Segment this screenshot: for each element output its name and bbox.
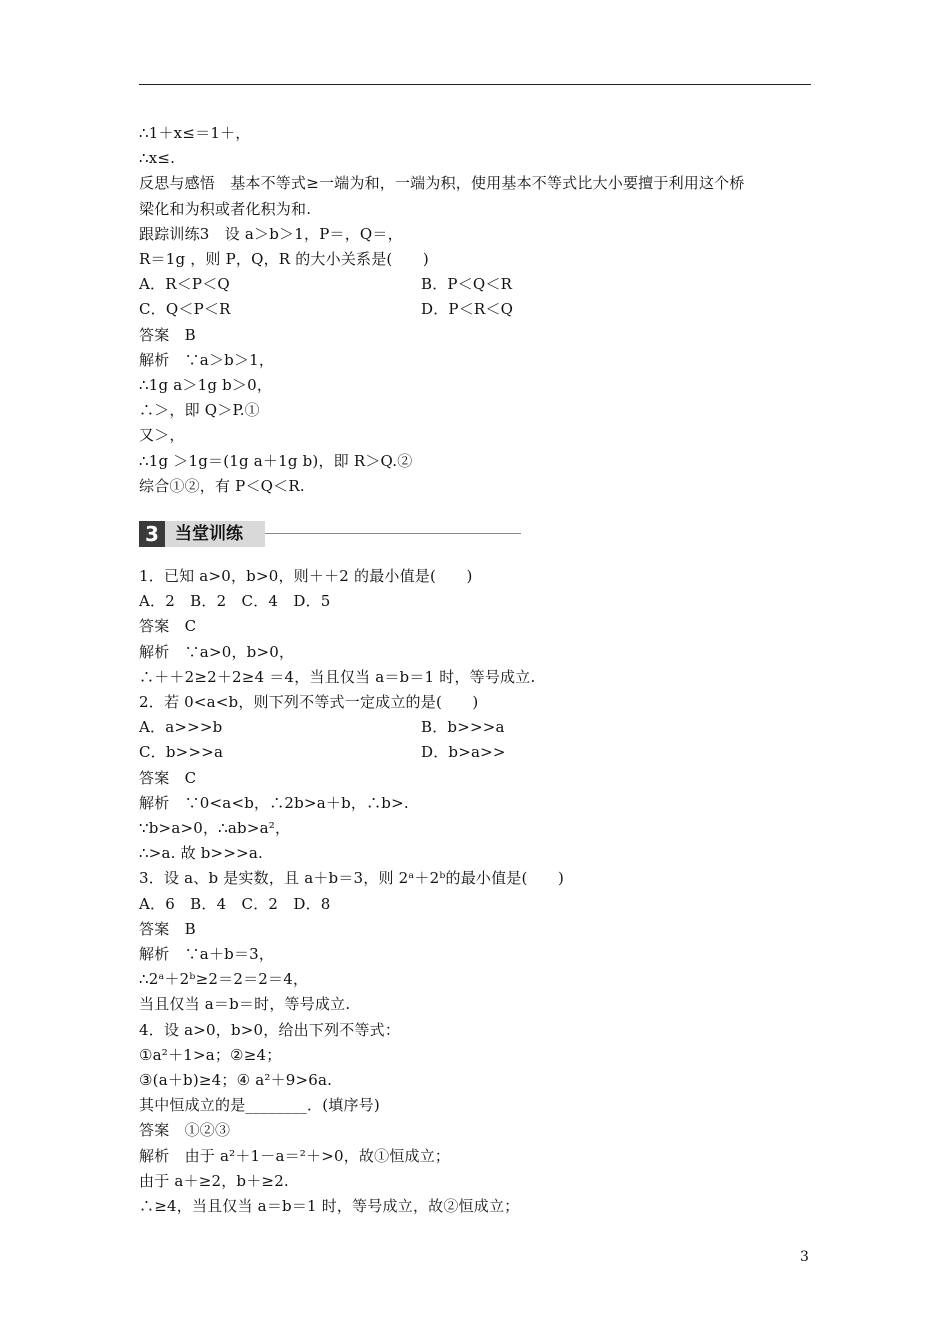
line-text: 解析 由于 a²＋1－a＝²＋>0，故①恒成立； bbox=[139, 1146, 451, 1165]
line-text: 梁化和为积或者化积为和. bbox=[139, 199, 312, 218]
section-rule bbox=[265, 533, 521, 534]
line-text: 答案 C bbox=[139, 768, 197, 787]
line-text: 由于 a＋≥2，b＋≥2. bbox=[139, 1171, 289, 1190]
line-text: C．Q＜P＜R bbox=[139, 300, 231, 319]
line-text: C．b>>>a bbox=[139, 743, 224, 762]
text-line bbox=[139, 717, 811, 737]
line-text: ①a²＋1>a；②≥4； bbox=[139, 1045, 282, 1064]
line-text: 综合①②，有 P＜Q＜R. bbox=[139, 476, 305, 495]
line-text: R＝1g ，则 P，Q，R 的大小关系是( ) bbox=[139, 250, 429, 268]
text-line bbox=[139, 299, 811, 319]
section-heading bbox=[139, 521, 521, 547]
section-title: 当堂训练 bbox=[175, 524, 243, 544]
text-line bbox=[139, 400, 811, 420]
text-line bbox=[139, 451, 811, 471]
text-line bbox=[139, 566, 811, 586]
line-text: ③(a＋b)≥4；④ a²＋9>6a. bbox=[139, 1071, 333, 1089]
line-text: 其中恒成立的是________．(填序号) bbox=[139, 1096, 380, 1115]
line-text: 解析 ∵0<a<b，∴2b>a＋b，∴b>. bbox=[139, 793, 409, 812]
line-text: A．R＜P＜Q bbox=[139, 275, 230, 294]
line-text: 4．设 a>0，b>0，给出下列不等式： bbox=[139, 1020, 401, 1039]
text-line bbox=[139, 768, 811, 788]
text-line bbox=[139, 476, 811, 496]
text-line bbox=[139, 692, 811, 712]
text-line bbox=[139, 199, 811, 219]
line-text: 答案 C bbox=[139, 617, 197, 636]
line-text: ∴1＋x≤＝1＋， bbox=[139, 124, 251, 142]
line-text-option-right: D．b>a>> bbox=[421, 743, 506, 762]
line-text: 当且仅当 a＝b＝时，等号成立. bbox=[139, 995, 351, 1014]
text-line bbox=[139, 742, 811, 762]
text-line bbox=[139, 1196, 811, 1216]
text-line bbox=[139, 616, 811, 636]
text-line bbox=[139, 919, 811, 939]
line-text: 解析 ∵a＋b＝3， bbox=[139, 945, 275, 963]
text-line bbox=[139, 224, 811, 244]
line-text: 跟踪训练3 设 a＞b＞1，P＝，Q＝， bbox=[139, 224, 403, 243]
line-text: ∴2ᵃ＋2ᵇ≥2＝2＝2＝4， bbox=[139, 970, 309, 989]
text-line bbox=[139, 123, 811, 143]
line-text: 答案 B bbox=[139, 919, 196, 938]
line-text: 解析 ∵a>0，b>0， bbox=[139, 642, 295, 661]
text-line bbox=[139, 350, 811, 370]
section-number-badge: 3 bbox=[139, 521, 165, 547]
text-line bbox=[139, 894, 811, 914]
line-text: 3．设 a、b 是实数，且 a＋b＝3，则 2ᵃ＋2ᵇ的最小值是( ) bbox=[139, 869, 565, 888]
text-line bbox=[139, 1095, 811, 1115]
text-line bbox=[139, 1070, 811, 1090]
line-text: 1．已知 a>0，b>0，则＋＋2 的最小值是( ) bbox=[139, 567, 473, 585]
line-text-option-right: D．P＜R＜Q bbox=[421, 300, 514, 319]
page-number: 3 bbox=[800, 1249, 809, 1265]
line-text: ∴≥4，当且仅当 a＝b＝1 时，等号成立，故②恒成立； bbox=[139, 1197, 520, 1215]
line-text: 答案 B bbox=[139, 325, 196, 344]
text-line bbox=[139, 591, 811, 611]
text-line bbox=[139, 1020, 811, 1040]
text-line bbox=[139, 843, 811, 863]
line-text: ∴x≤. bbox=[139, 149, 176, 168]
line-text: ∴1g a＞1g b＞0， bbox=[139, 376, 273, 394]
line-text: ∴＋＋2≥2＋2≥4 ＝4，当且仅当 a＝b＝1 时，等号成立. bbox=[139, 667, 536, 686]
text-line bbox=[139, 1146, 811, 1166]
text-line bbox=[139, 818, 811, 838]
header-rule bbox=[139, 84, 811, 85]
text-line bbox=[139, 325, 811, 345]
text-line bbox=[139, 1045, 811, 1065]
text-line bbox=[139, 375, 811, 395]
line-text-option-right: B．P＜Q＜R bbox=[421, 275, 513, 294]
text-line bbox=[139, 944, 811, 964]
text-line bbox=[139, 1171, 811, 1191]
text-line bbox=[139, 148, 811, 168]
line-text: 反思与感悟 基本不等式≥一端为和，一端为积，使用基本不等式比大小要擅于利用这个桥 bbox=[139, 174, 745, 193]
text-line bbox=[139, 1120, 811, 1140]
line-text: ∴>a. 故 b>>>a. bbox=[139, 844, 263, 863]
line-text: 又＞， bbox=[139, 426, 185, 445]
line-text: 2．若 0<a<b，则下列不等式一定成立的是( ) bbox=[139, 693, 479, 711]
text-line bbox=[139, 274, 811, 294]
line-text: 解析 ∵a＞b＞1， bbox=[139, 350, 275, 369]
text-line bbox=[139, 173, 811, 193]
line-text-option-right: B．b>>>a bbox=[421, 718, 505, 737]
text-line bbox=[139, 667, 811, 687]
line-text: ∵b>a>0，∴ab>a²， bbox=[139, 819, 291, 837]
line-text: ∴＞，即 Q＞P.① bbox=[139, 401, 260, 420]
text-line bbox=[139, 642, 811, 662]
text-line bbox=[139, 969, 811, 989]
text-line bbox=[139, 249, 811, 269]
text-line bbox=[139, 994, 811, 1014]
line-text: A．2 B．2 C．4 D．5 bbox=[139, 592, 331, 611]
line-text: A．a>>>b bbox=[139, 718, 223, 737]
line-text: 答案 ①②③ bbox=[139, 1121, 231, 1140]
line-text: ∴1g ＞1g＝(1g a＋1g b)，即 R＞Q.② bbox=[139, 451, 413, 470]
text-line bbox=[139, 793, 811, 813]
text-line bbox=[139, 425, 811, 445]
line-text: A．6 B．4 C．2 D．8 bbox=[139, 894, 331, 913]
text-line bbox=[139, 868, 811, 888]
